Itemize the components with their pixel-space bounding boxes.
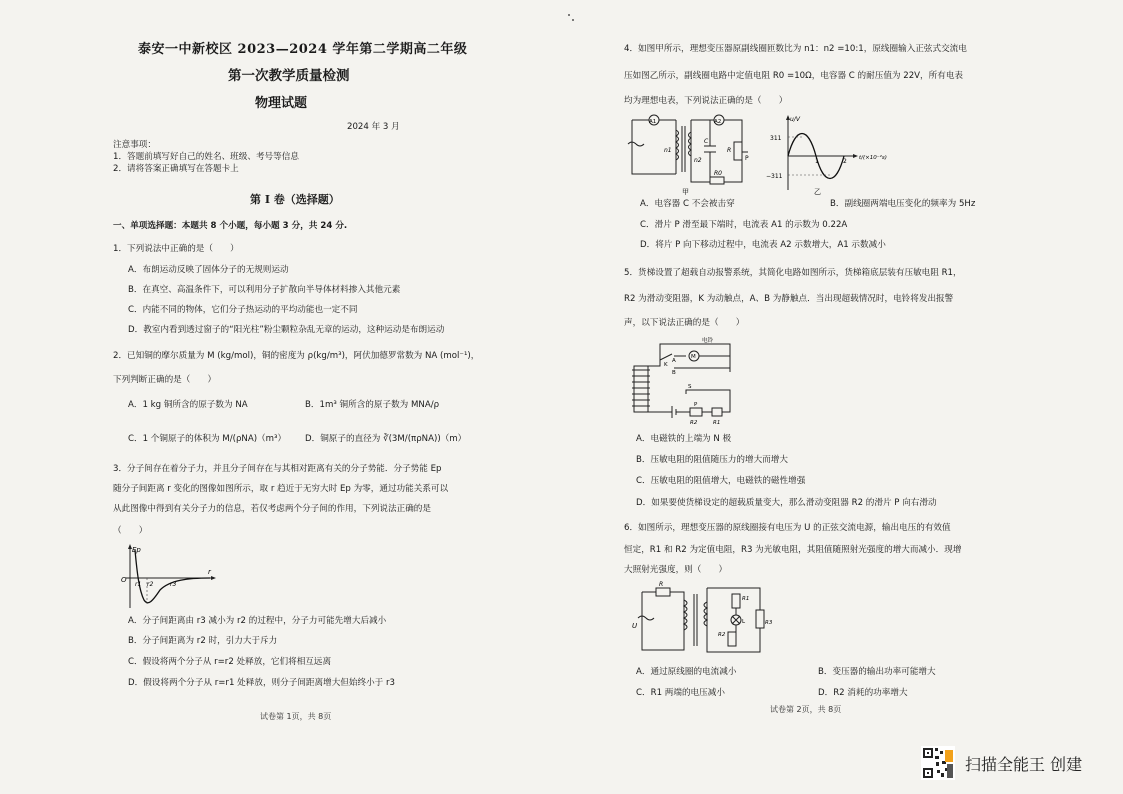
page-left: [110, 0, 480, 794]
q1-stem: 1．下列说法中正确的是（ ）: [113, 244, 239, 254]
circuit-label: M: [691, 354, 696, 360]
graph-label: 2: [843, 158, 847, 165]
exam-subject: 物理试题: [255, 96, 308, 111]
scan-speck: [572, 19, 574, 21]
circuit-label: S: [688, 384, 692, 390]
transformer-circuit-diagram: [624, 112, 764, 196]
q3-option-a: A．分子间距离由 r3 减小为 r2 的过程中，分子力可能先增大后减小: [128, 616, 387, 626]
notes-item: 2．请将答案正确填写在答题卡上: [113, 164, 239, 174]
q4-option-a: A．电容器 C 不会被击穿: [640, 199, 735, 209]
circuit-label: A1: [649, 119, 657, 125]
page-right: [622, 0, 982, 794]
circuit-label: B: [672, 370, 676, 376]
circuit-label: R3: [765, 620, 772, 626]
circuit-label: P: [694, 402, 698, 408]
circuit-label: L: [742, 619, 746, 625]
q5-option-a: A．电磁铁的上端为 N 极: [636, 434, 732, 444]
circuit-label: C: [704, 138, 709, 145]
q5-option-d: D．如果要使货梯设定的超载质量变大，那么滑动变阻器 R2 的滑片 P 向右滑动: [636, 498, 937, 508]
q4-stem: 压如图乙所示，副线圈电路中定值电阻 R0 =10Ω，电容器 C 的耐压值为 22V，所有电表: [624, 71, 964, 81]
q3-stem: 3．分子间存在着分子力，并且分子间存在与其相对距离有关的分子势能．分子势能 Ep: [113, 464, 442, 474]
graph-label: 1: [815, 158, 819, 165]
voltage-sine-graph: [764, 112, 904, 196]
q2-option-d: D．铜原子的直径为 ∛(3M/(πρNA))（m）: [305, 434, 467, 444]
q6-option-a: A．通过原线圈的电流减小: [636, 667, 737, 677]
circuit-label: 甲: [682, 188, 689, 196]
scan-speck: [568, 14, 570, 16]
q5-stem: R2 为滑动变阻器，K 为动触点，A、B 为静触点．当出现超载情况时，电铃将发出报警: [624, 294, 954, 304]
circuit-label: R: [659, 581, 664, 588]
circuit-label: 电铃: [702, 338, 714, 344]
graph-label: t/(×10⁻²s): [859, 155, 887, 161]
graph-label: 乙: [814, 188, 821, 196]
q3-option-c: C．假设将两个分子从 r=r2 处释放，它们将相互远离: [128, 657, 332, 667]
q2-option-c: C．1 个铜原子的体积为 M/(ρNA)（m³）: [128, 434, 287, 444]
notes-item: 1．答题前填写好自己的姓名、班级、考号等信息: [113, 152, 299, 162]
q2-option-a: A．1 kg 铜所含的原子数为 NA: [128, 400, 248, 410]
q6-stem: 6．如图所示，理想变压器的原线圈接有电压为 U 的正弦交流电源，输出电压的有效值: [624, 523, 951, 533]
graph-label: r2: [147, 581, 154, 588]
graph-label: u/V: [790, 116, 800, 123]
graph-label: Ep: [132, 546, 141, 554]
q5-stem: 5．货梯设置了超载自动报警系统，其简化电路如图所示，货梯箱底层装有压敏电阻 R1，: [624, 268, 962, 278]
circuit-label: R2: [690, 420, 698, 426]
q3-stem: 从此图像中得到有关分子力的信息，若仅考虑两个分子间的作用，下列说法正确的是: [113, 504, 431, 514]
circuit-label: R2: [718, 632, 726, 638]
circuit-label: R1: [713, 420, 721, 426]
q1-option-a: A．布朗运动反映了固体分子的无规则运动: [128, 265, 289, 275]
notes-heading: 注意事项：: [113, 140, 156, 150]
section-subtitle: 一、单项选择题：本题共 8 个小题，每小题 3 分，共 24 分.: [113, 221, 348, 231]
q3-stem: 随分子间距离 r 变化的图像如图所示，取 r 趋近于无穷大时 Ep 为零，通过功能关系可以: [113, 484, 449, 494]
alarm-circuit-diagram: [626, 336, 738, 426]
potential-energy-graph: [118, 542, 218, 612]
q4-stem: 均为理想电表，下列说法正确的是（ ）: [624, 96, 788, 106]
circuit-label: R: [727, 147, 732, 154]
q6-option-c: C．R1 两端的电压减小: [636, 688, 725, 698]
exam-title-line1: 泰安一中新校区 2023—2024 学年第二学期高二年级: [138, 42, 468, 57]
q3-option-b: B．分子间距离为 r2 时，引力大于斥力: [128, 636, 278, 646]
circuit-label: A: [672, 358, 676, 364]
page-footer: 试卷第 2页，共 8页: [770, 705, 842, 714]
q3-stem: （ ）: [113, 526, 148, 536]
graph-label: −311: [766, 173, 783, 180]
section-title: 第 I 卷（选择题）: [250, 193, 340, 206]
circuit-label: R1: [742, 596, 750, 602]
circuit-label: A2: [714, 119, 722, 125]
q1-option-c: C．内能不同的物体，它们分子热运动的平均动能也一定不同: [128, 305, 358, 315]
scanner-watermark: 扫描全能王 创建: [965, 755, 1083, 774]
graph-label: 311: [770, 135, 782, 142]
q2-stem: 2．已知铜的摩尔质量为 M (kg/mol)，铜的密度为 ρ(kg/m³)，阿伏加德罗常数为 NA (mol⁻¹)，: [113, 351, 480, 361]
q1-option-b: B．在真空、高温条件下，可以利用分子扩散向半导体材料掺入其他元素: [128, 285, 401, 295]
page-footer: 试卷第 1页，共 8页: [260, 712, 332, 721]
q4-stem: 4．如图甲所示，理想变压器原副线圈匝数比为 n1：n2 =10:1，原线圈输入正弦式交流电: [624, 44, 967, 54]
q1-option-d: D．教室内看到透过窗子的“阳光柱”粉尘颗粒杂乱无章的运动，这种运动是布朗运动: [128, 325, 445, 335]
q5-stem: 声，以下说法正确的是（ ）: [624, 318, 745, 328]
graph-label: r3: [170, 581, 177, 588]
exam-date: 2024 年 3 月: [347, 122, 400, 132]
light-sensor-transformer-diagram: [632, 580, 772, 660]
q4-option-d: D．将片 P 向下移动过程中，电流表 A2 示数增大，A1 示数减小: [640, 240, 886, 250]
circuit-label: n1: [664, 147, 672, 154]
graph-label: r1: [135, 581, 142, 588]
q6-option-d: D．R2 消耗的功率增大: [818, 688, 908, 698]
q6-option-b: B．变压器的输出功率可能增大: [818, 667, 936, 677]
qr-code-icon: [921, 746, 955, 780]
q4-option-b: B．副线圈两端电压变化的频率为 5Hz: [830, 199, 976, 209]
q6-stem: 大照射光强度，则（ ）: [624, 565, 728, 575]
circuit-label: n2: [694, 157, 702, 164]
q6-stem: 恒定，R1 和 R2 为定值电阻，R3 为光敏电阻，其阻值随照射光强度的增大而减小．现增: [624, 545, 962, 555]
q5-option-c: C．压敏电阻的阻值增大，电磁铁的磁性增强: [636, 476, 806, 486]
graph-label: O: [121, 576, 127, 584]
circuit-label: U: [632, 622, 638, 630]
q4-option-c: C．滑片 P 滑至最下端时，电流表 A1 的示数为 0.22A: [640, 220, 848, 230]
circuit-label: P: [745, 155, 749, 162]
q5-option-b: B．压敏电阻的阻值随压力的增大而增大: [636, 455, 788, 465]
graph-label: r: [208, 568, 211, 576]
circuit-label: K: [664, 362, 668, 368]
q2-option-b: B．1m³ 铜所含的原子数为 MNA/ρ: [305, 400, 440, 410]
circuit-label: R0: [714, 170, 722, 177]
q2-stem: 下列判断正确的是（ ）: [113, 375, 217, 385]
exam-title-line2: 第一次教学质量检测: [228, 68, 350, 84]
q3-option-d: D．假设将两个分子从 r=r1 处释放，则分子间距离增大但始终小于 r3: [128, 678, 395, 688]
